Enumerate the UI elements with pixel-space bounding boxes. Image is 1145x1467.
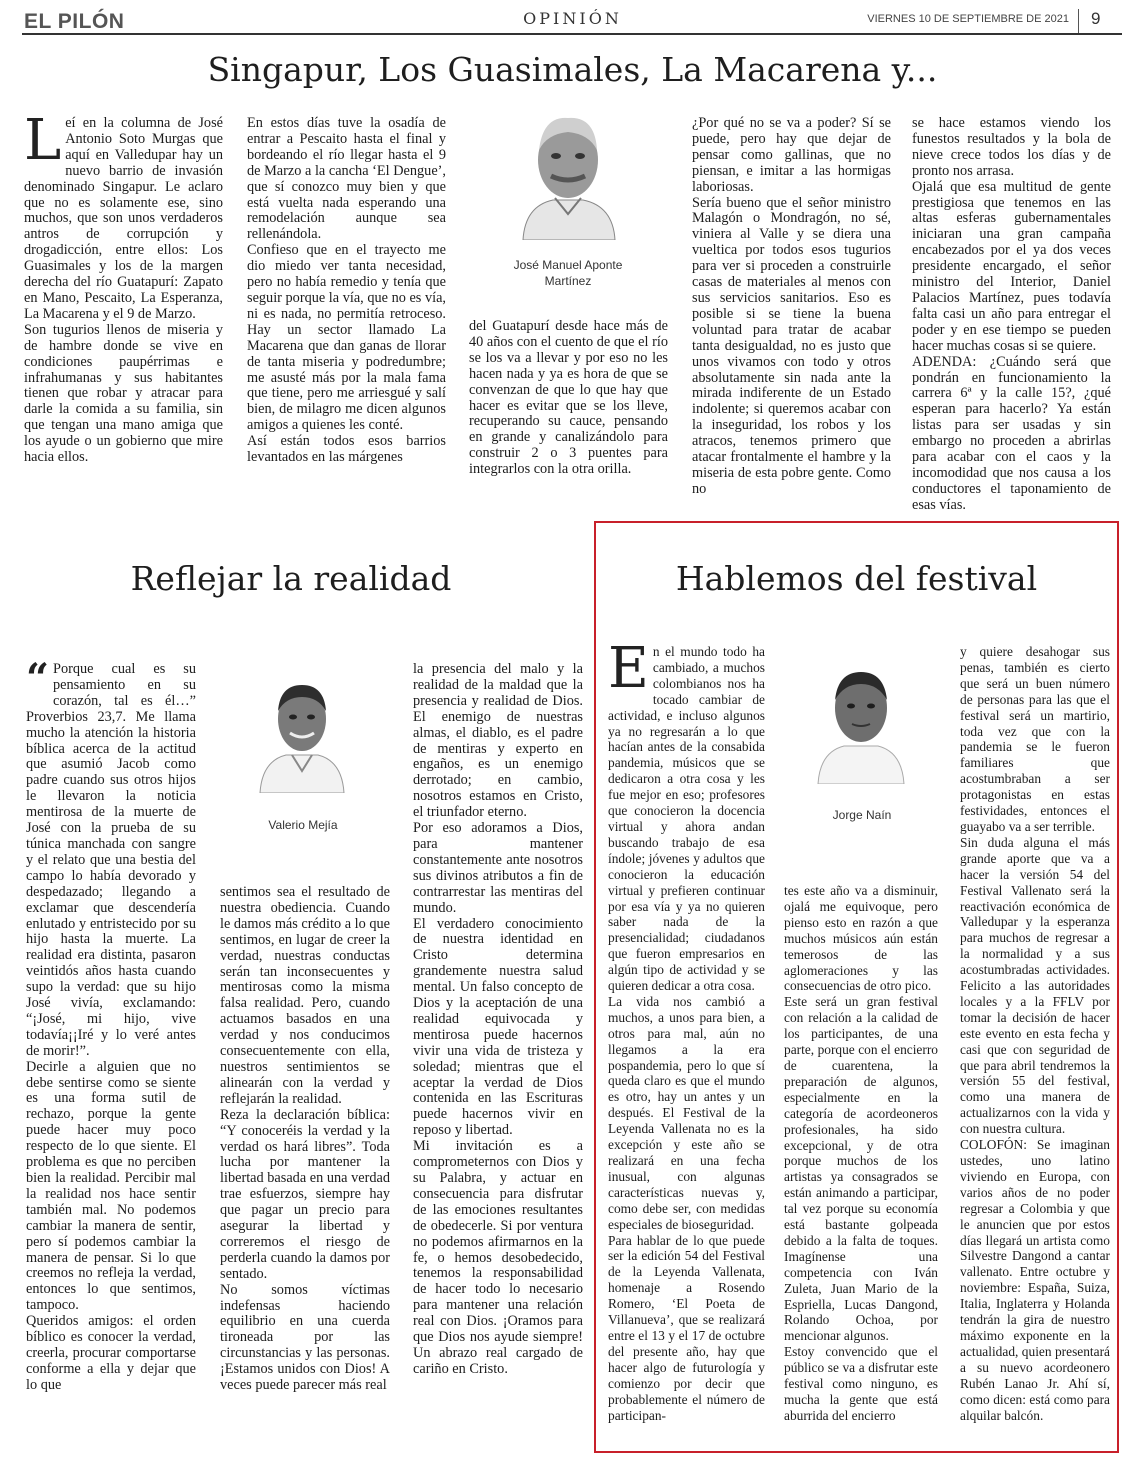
drop-cap: E [608,636,649,701]
author-photo-nain [816,662,906,784]
page-number: 9 [1091,9,1101,28]
article-1-column-2: En estos días tuve la osadía de entrar a Pescaito hasta el final y bordeando el río llegar hasta el 9 de Marzo a la cancha ‘El Dengue’, que sí conozco muy bien y que está vuelta nada esperando una remodelación aunque sea rellenándola. Confieso que en el trayecto me dio miedo ver tanta necesidad, pero no había remedio y tenía que seguir porque la vía, que no es vía, ni es nada, no permitía retroceso. Hay un sector llamado La Macarena que dan ganas de llorar de tanta miseria y podredumbre; me asusté más por la mala fama que tiene, pero me arriesgué y salí bien, de milagro me dicen algunos amigos a quienes les conté. Así están todos esos barrios levantados en las márgenes [247,115,446,466]
article-1-column-4: ¿Por qué no se va a poder? Sí se puede, pero hay que dejar de pensar como gallinas, que no piensan, e imitar a las hormigas laboriosas. Sería bueno que el señor ministro Malagón o Mondragón, no sé, viniera al Valle y se diera una vueltica por todos esos tugurios para ver si proceden a construirle casas de materiales al menos con sus servicios sanitarios. Eso es posible si se tiene la buena voluntad para tratar de acabar tanta desigualdad, no es justo que unos vivamos con todo y otros absolutamente sin nada ante la mirada indiferente de un Estado indolente; si queremos acabar con la inseguridad, los robos y los atracos, tenemos primero que atacar frontalmente el hambre y la miseria de esta pobre gente. Como no [692,115,891,497]
author-photo-aponte [515,110,621,240]
article-1-column-5: se hace estamos viendo los funestos resultados y la bola de nieve crece todos los días y de pronto nos arrasa. Ojalá que esa multitud de gente prestigiosa que tenemos en las altas esferas gubernamentales iniciaran una gran campaña encabezados por el ya dos veces presidente encargado, el señor ministro del Interior, Daniel Palacios Martínez, pues todavía falta casi un año para entregar el poder y en ese tiempo se pueden hacer muchas cosas si se quiere. ADENDA: ¿Cuándo será que pondrán en funcionamiento la carrera 6ª y la calle 15?, ¿qué esperan para hacerlo? Ya están listas para ser usadas y sin embargo no proceden a abrirlas para acabar con el caos y la incomodidad que nos causa a los conductores el taponamiento de esas vías. [912,115,1111,513]
opening-quote-mark: “ [26,655,50,702]
article-2-title: Reflejar la realidad [130,559,452,598]
article-3-column-2: tes este año va a disminuir, ojalá me equivoque, pero pienso esto en razón a que muchos músicos aún están temerosos de las aglomeraciones y las consecuencias de otro pico. Este será un gran festival con relación a la calidad de los participantes, de una parte, porque con el encierro de cuarentena, la preparación de algunos, especialmente en la categoría de acordeoneros profesionales, ha sido excepcional, y de otra porque muchos de los artistas ya consagrados se están animando a participar, tal vez porque su economía está bastante golpeada debido a la falta de toques. Imagínense una competencia con Iván Zuleta, Juan Mario de la Espriella, Lucas Dangond, Rolando Ochoa, por mencionar algunos. Estoy convencido que el público se va a disfrutar este festival como ninguno, es mucha la gente que está aburrida del encierro [784,883,938,1423]
article-3-column-1: En el mundo todo ha cambiado, a muchos colombianos nos ha tocado cambiar de actividad, e incluso algunos ya no regresarán a lo que hacían antes de la consabida pandemia, músicos que se dedicaron a otra cosa y les fue mejor en eso; profesores que conocieron la docencia virtual y ahora andan buscando trabajo de esa índole; jóvenes y adultos que conocieron la educación virtual y prefieren continuar por esa vía y ya no quieren saber nada de la presencialidad; ciudadanos que fueron empresarios en algún tipo de actividad y se quieren dedicar a otra cosa. La vida nos cambió a muchos, a unos para bien, a otros para mal, aún no llegamos a la era pospandemia, pero lo que sí queda claro es que el mundo es otro, hay un antes y un después. El Festival de la Leyenda Vallenata no es la excepción y este año se realizará en una fecha inusual, con algunas características nuevas y, como debe ser, con medidas especiales de bioseguridad. Para hablar de lo que puede ser la edición 54 del Festival de la Leyenda Vallenata, homenaje a Rosendo Romero, ‘El Poeta de Villanueva’, que se realizará entre el 13 y el 17 de octubre del presente año, hay que hacer algo de futurología y comienzo por decir que probablemente el número de participan- [608,636,765,1423]
newspaper-logo: EL PILÓN [24,10,125,33]
header-divider [1078,9,1079,33]
section-title: OPINIÓN [523,9,622,28]
article-3-title: Hablemos del festival [675,559,1038,598]
article-2-column-1: “ Porque cual es su pensamiento en su corazón, tal es él…” Proverbios 23,7. Me llama mucho la atención la historia bíblica acerca de la actitud que asumió Jacob como padre cuando sus otros hijos le llevaron la noticia mentirosa de la muerte de José con la prueba de su túnica manchada con sangre y el relato que una bestia del campo lo había devorado y despedazado; llegando a exclamar que descendería enlutado y entristecido por su hijo hasta la muerte. La realidad era distinta, pasaron veintidós años hasta cuando supo la verdad: que su hijo José vivía, exclamando: “¡José, mi hijo, vive todavía¡¡Iré y lo veré antes de morir!”. Decirle a alguien que no debe sentirse como se siente es una forma sutil de rechazo, porque la gente puede hacer muy poco respecto de lo que siente. El problema es que no perciben bien la realidad. Percibir mal la realidad nos hace sentir también mal. No podemos cambiar la manera de sentir, pero sí podemos cambiar la manera de pensar. Si lo que creemos no refleja la verdad, entonces lo que sentimos, tampoco. Queridos amigos: el orden bíblico es conocer la verdad, creerla, procurar comportarse conforme a ella y dejar que lo que [26,655,196,1393]
article-1-column-3: del Guatapurí desde hace más de 40 años con el cuento de que el río se los va a llevar y por eso no les hacen nada y ya es hora de que se convenzan de que lo que hay que hacer es evitar que se los lleve, recuperando su cauce, pensando en grande y canalizándolo para construir 2 o 3 puentes para integrarlos con la otra orilla. [469,318,668,478]
article-2-column-2: sentimos sea el resultado de nuestra obediencia. Cuando le damos más crédito a lo que sentimos, en lugar de creer la verdad, nuestras conductas serán tan inconsecuentes y mentirosas como la misma falsa realidad. Pero, cuando actuamos basados en una verdad y nos conducimos consecuentemente con ella, nuestros sentimientos se alinearán con la verdad y reflejarán la realidad. Reza la declaración bíblica: “Y conoceréis la verdad y la verdad os hará libres”. Toda lucha por mantener la libertad basada en una verdad trae esfuerzos, siempre hay que pagar un precio para asegurar la libertad y correremos el riesgo de perderla cuando la damos por sentado. No somos víctimas indefensas haciendo equilibrio en una cuerda tironeada por las circunstancias y las personas. ¡Estamos unidos con Dios! A veces puede parecer más real [220,884,390,1394]
author-caption-mejia: Valerio Mejía [268,818,338,832]
author-caption-nain: Jorge Naín [832,808,892,822]
article-1-title: Singapur, Los Guasimales, La Macarena y... [207,50,938,89]
header-rule [22,33,1122,35]
issue-date: VIERNES 10 DE SEPTIEMBRE DE 2021 [867,13,1069,25]
drop-cap: L [24,108,62,173]
article-2-column-3: la presencia del malo y la realidad de la maldad que la presencia y realidad de Dios. El enemigo de nuestras almas, el diablo, es el padre de mentiras y experto en engaños, es un enemigo derrotado; en cambio, nosotros estamos en Cristo, el triunfador eterno. Por eso adoramos a Dios, para mantener constantemente ante nosotros sus divinos atributos a fin de contrarrestar las mentiras del mundo. El verdadero conocimiento de nuestra identidad en Cristo determina grandemente nuestra salud mental. Un falso concepto de Dios y la aceptación de una realidad equivocada y mentirosa puede hacernos vivir una vida de tristeza y soledad; mientras que el aceptar la verdad de Dios contenida en las Escrituras puede hacernos vivir en reposo y libertad. Mi invitación es a comprometernos con Dios y su Palabra, y actuar en consecuencia para disfrutar de las emociones resultantes de obedecerle. Si por ventura no podemos afirmarnos en la fe, o hemos desobedecido, tenemos la responsabilidad de hacer todo lo necesario para mantener una relación real con Dios. ¡Oramos para que Dios nos ayude siempre! Un abrazo real cargado de cariño en Cristo. [413,661,583,1377]
author-caption-aponte: José Manuel Aponte Martínez [513,258,623,288]
author-photo-mejia [258,677,346,793]
article-3-column-3: y quiere desahogar sus penas, también es cierto que será un buen número de personas para las que el festival será un martirio, toda vez que con la pandemia se le fueron familiares que acostumbraban a ser protagonistas en estas festividades, entonces el guayabo va a ser terrible. Sin duda alguna el más grande aporte que va a hacer la versión 54 del Festival Vallenato será la reactivación económica de Valledupar y la esperanza para muchos de regresar a la normalidad y a sus acostumbradas actividades. Felicito a las autoridades locales y a la FFLV por tomar la decisión de hacer este evento en esta fecha y casi que con seguridad de que para abril tendremos la versión 55 del festival, como una manera de actualizarnos con la vida y con nuestra cultura. COLOFÓN: Se imaginan ustedes, uno latino viviendo en Europa, con varios años de no poder regresar a Colombia y que le anuncien que por estos días llegará un artista como Silvestre Dangond a cantar vallenato. Entre octubre y noviembre: España, Suiza, Italia, Inglaterra y Holanda tendrán la gira de nuestro máximo exponente en la actualidad, quien presentará a su nuevo acordeonero Rubén Lanao Jr. Ahí sí, como dicen: está como para alquilar balcón. [960,644,1110,1423]
article-1-column-1: Leí en la columna de José Antonio Soto Murgas que aquí en Valledupar hay un nuevo barrio de invasión denominado Singapur. Le aclaro que no es solamente ese, sino muchos, que son unos verdaderos antros de corrupción y drogadicción, entre ellos: Los Guasimales y los de la margen derecha del río Guatapurí: Zapato en Mano, Pescaito, La Esperanza, La Macarena y el 9 de Marzo. Son tugurios llenos de miseria y de hambre donde se vive en condiciones paupérrimas e infrahumanas y sus habitantes tienen que robar y atracar para darle la comida a su familia, sin que tengan una mano amiga que los ayude o un gobierno que mire hacia ellos. [24,108,223,466]
